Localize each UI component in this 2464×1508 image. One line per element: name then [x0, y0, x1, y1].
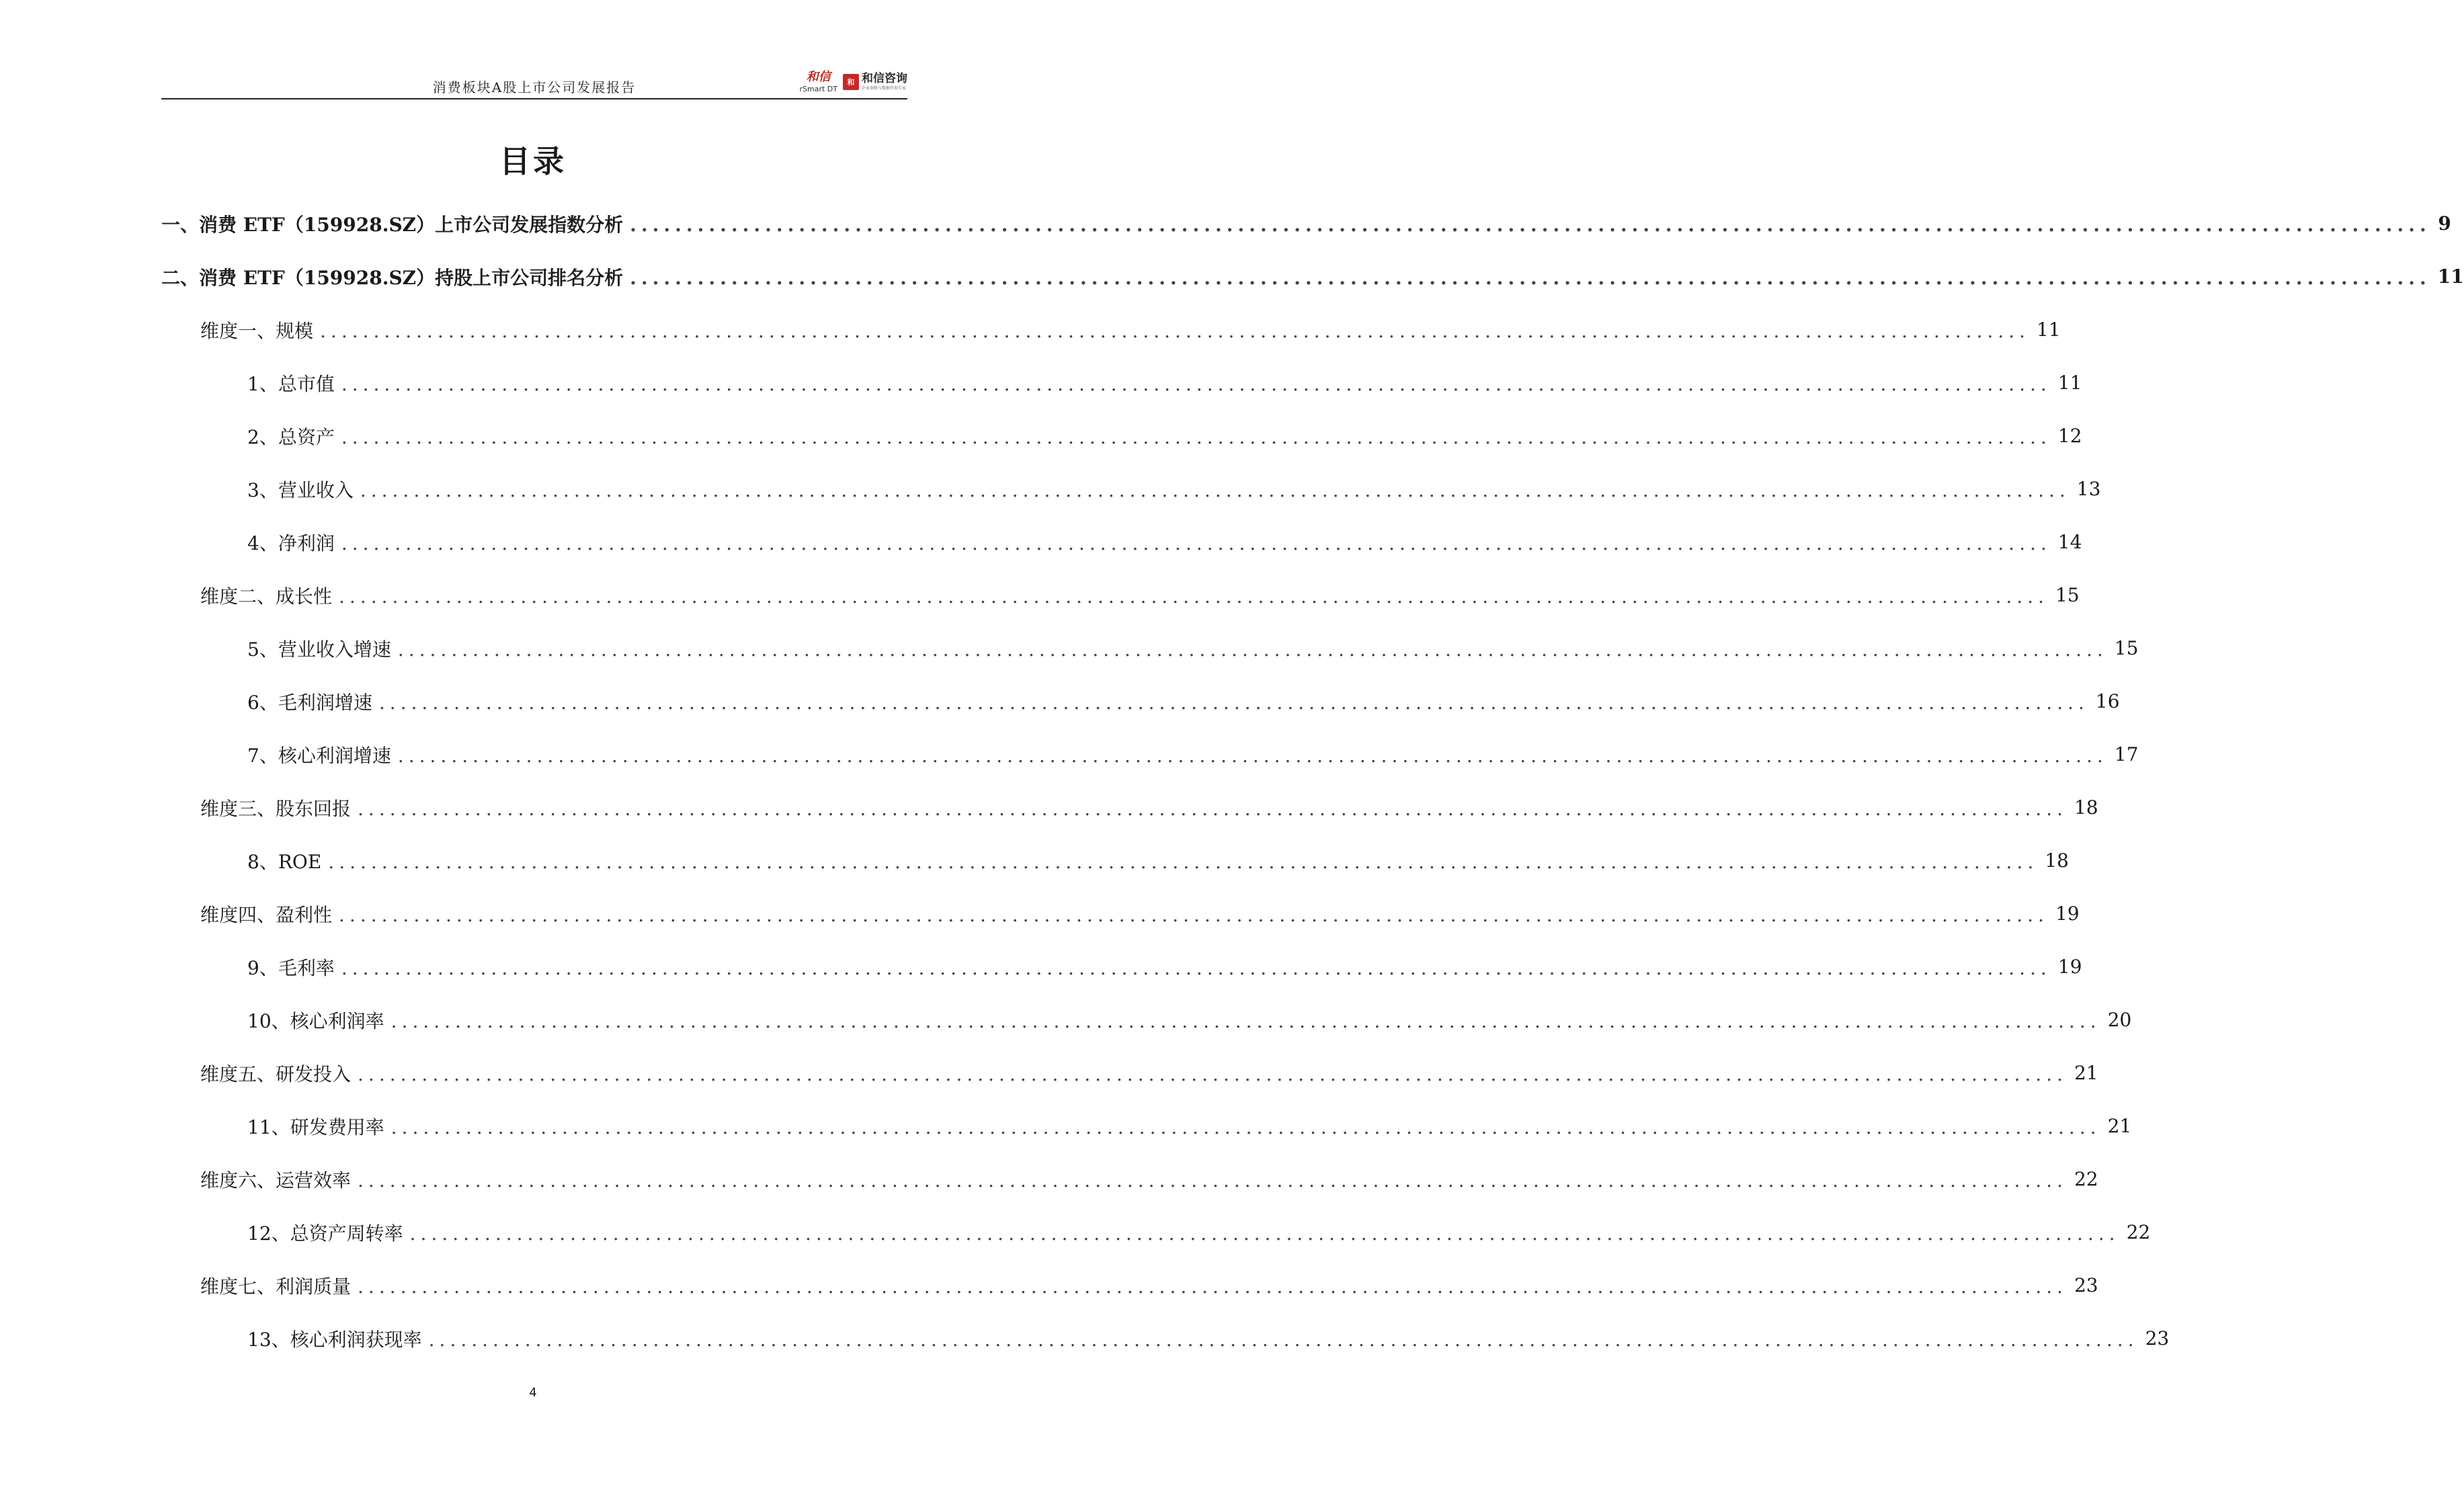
toc-page-number: 17 — [2114, 743, 2139, 765]
toc-dot-leader: ................................................................................................................................................................ — [339, 904, 2049, 926]
toc-entry-text: 维度五、研发投入 — [200, 1062, 352, 1085]
rsmart-logo — [800, 71, 837, 93]
toc-entry-text: 维度六、运营效率 — [200, 1169, 352, 1191]
consulting-logo-text-group — [862, 73, 907, 91]
toc-page-number: 11 — [2437, 265, 2464, 288]
toc-dot-leader: ................................................................................................................................................................ — [339, 585, 2049, 608]
toc-dot-leader: ................................................................................................................................................................ — [341, 957, 2051, 979]
toc-entry[interactable] — [161, 1206, 2151, 1259]
page-header — [161, 67, 907, 99]
toc-entry[interactable] — [161, 569, 2080, 622]
header-title: 消费板块A股上市公司发展报告 — [432, 79, 636, 95]
toc-entry[interactable] — [161, 781, 2098, 834]
toc-page-number: 22 — [2126, 1221, 2151, 1243]
toc-entry-text: 维度一、规模 — [200, 319, 314, 342]
toc-entry[interactable] — [161, 250, 2464, 303]
toc-entry-text: 维度四、盈利性 — [200, 903, 333, 926]
toc-entry[interactable] — [161, 1312, 2170, 1365]
consulting-logo-text: 和信咨询 — [862, 72, 907, 85]
toc-entry[interactable] — [161, 356, 2082, 409]
toc-entry-text: 2、总资产 — [247, 425, 335, 448]
toc-dot-leader: ................................................................................................................................................................ — [341, 426, 2051, 448]
toc-page-number: 16 — [2095, 690, 2120, 712]
toc-page-number: 23 — [2145, 1327, 2170, 1349]
toc-entry[interactable] — [161, 1259, 2098, 1312]
toc-entry[interactable] — [161, 515, 2082, 569]
toc-dot-leader: ................................................................................................................................................................ — [630, 267, 2431, 289]
toc-dot-leader: ................................................................................................................................................................ — [428, 1329, 2139, 1351]
toc-entry-text: 5、营业收入增速 — [247, 638, 391, 661]
toc-entry[interactable] — [161, 675, 2120, 728]
toc-dot-leader: ................................................................................................................................................................ — [630, 214, 2431, 236]
consulting-logo-subtext: 企业洞察与数据咨询专家 — [862, 86, 907, 91]
toc-dot-leader: ................................................................................................................................................................ — [391, 1116, 2101, 1138]
toc-entry[interactable] — [161, 1153, 2098, 1206]
toc-dot-leader: ................................................................................................................................................................ — [358, 1169, 2068, 1191]
toc-dot-leader: ................................................................................................................................................................ — [358, 1275, 2068, 1298]
toc-entry[interactable] — [161, 1099, 2132, 1153]
table-of-contents — [161, 197, 2464, 1365]
toc-entry-text: 11、研发费用率 — [247, 1116, 384, 1138]
toc-entry[interactable] — [161, 940, 2082, 993]
toc-page-number: 11 — [2037, 319, 2061, 341]
rsmart-logo-subtext: rSmart DT — [799, 85, 837, 93]
toc-entry-text: 12、总资产周转率 — [247, 1222, 403, 1245]
toc-entry-text: 1、总市值 — [247, 372, 335, 395]
toc-dot-leader: ................................................................................................................................................................ — [397, 745, 2108, 767]
page-number: 4 — [529, 1386, 537, 1400]
toc-page-number: 14 — [2057, 531, 2082, 553]
toc-entry-text: 一、消费 ETF（159928.SZ）上市公司发展指数分析 — [161, 213, 624, 236]
toc-page-number: 18 — [2074, 796, 2098, 819]
seal-icon: 和 — [843, 74, 859, 90]
toc-page-number: 18 — [2045, 849, 2069, 872]
toc-entry-text: 6、毛利润增速 — [247, 691, 372, 714]
toc-dot-leader: ................................................................................................................................................................ — [358, 798, 2068, 820]
toc-page-number: 20 — [2107, 1009, 2132, 1031]
toc-entry[interactable] — [161, 409, 2082, 462]
toc-dot-leader: ................................................................................................................................................................ — [328, 851, 2039, 873]
toc-entry-text: 4、净利润 — [247, 532, 335, 554]
toc-page-number: 19 — [2055, 903, 2080, 925]
toc-entry[interactable] — [161, 887, 2080, 940]
toc-page-number: 15 — [2055, 584, 2080, 606]
toc-entry-text: 9、毛利率 — [247, 956, 335, 979]
toc-entry[interactable] — [161, 303, 2061, 356]
toc-entry[interactable] — [161, 728, 2139, 781]
toc-entry-text: 7、核心利润增速 — [247, 744, 391, 767]
toc-dot-leader: ................................................................................................................................................................ — [320, 320, 2030, 342]
toc-entry[interactable] — [161, 462, 2101, 515]
toc-entry[interactable] — [161, 834, 2069, 887]
toc-page-number: 11 — [2057, 372, 2082, 394]
toc-page-number: 21 — [2074, 1062, 2098, 1084]
toc-page-number: 9 — [2438, 212, 2451, 235]
toc-entry-text: 10、核心利润率 — [247, 1009, 384, 1032]
rsmart-logo-text: 和信 — [806, 70, 831, 84]
toc-dot-leader: ................................................................................................................................................................ — [397, 638, 2108, 661]
toc-dot-leader: ................................................................................................................................................................ — [341, 373, 2051, 395]
toc-page-number: 13 — [2076, 478, 2101, 500]
toc-dot-leader: ................................................................................................................................................................ — [409, 1222, 2120, 1245]
toc-entry-text: 3、营业收入 — [247, 478, 354, 501]
toc-entry-text: 二、消费 ETF（159928.SZ）持股上市公司排名分析 — [161, 266, 624, 289]
toc-entry-text: 维度三、股东回报 — [200, 797, 352, 820]
toc-entry-text: 13、核心利润获现率 — [247, 1328, 422, 1351]
toc-dot-leader: ................................................................................................................................................................ — [341, 532, 2051, 554]
toc-entry[interactable] — [161, 993, 2132, 1046]
toc-entry[interactable] — [161, 197, 2451, 250]
toc-page-number: 21 — [2107, 1115, 2132, 1137]
toc-dot-leader: ................................................................................................................................................................ — [358, 1063, 2068, 1085]
toc-dot-leader: ................................................................................................................................................................ — [391, 1010, 2101, 1032]
toc-entry-text: 8、ROE — [247, 850, 322, 873]
toc-page-number: 15 — [2114, 637, 2139, 659]
consulting-logo — [843, 73, 907, 91]
header-logos — [800, 69, 907, 95]
toc-entry[interactable] — [161, 622, 2139, 675]
toc-page-number: 22 — [2074, 1168, 2098, 1190]
toc-entry-text: 维度七、利润质量 — [200, 1275, 352, 1298]
toc-dot-leader: ................................................................................................................................................................ — [360, 479, 2070, 501]
toc-entry-text: 维度二、成长性 — [200, 585, 333, 608]
toc-title: 目录 — [499, 143, 567, 179]
toc-page-number: 23 — [2074, 1274, 2098, 1296]
toc-page-number: 19 — [2057, 956, 2082, 978]
toc-dot-leader: ................................................................................................................................................................ — [378, 692, 2089, 714]
toc-page-number: 12 — [2057, 425, 2082, 447]
toc-entry[interactable] — [161, 1046, 2098, 1099]
